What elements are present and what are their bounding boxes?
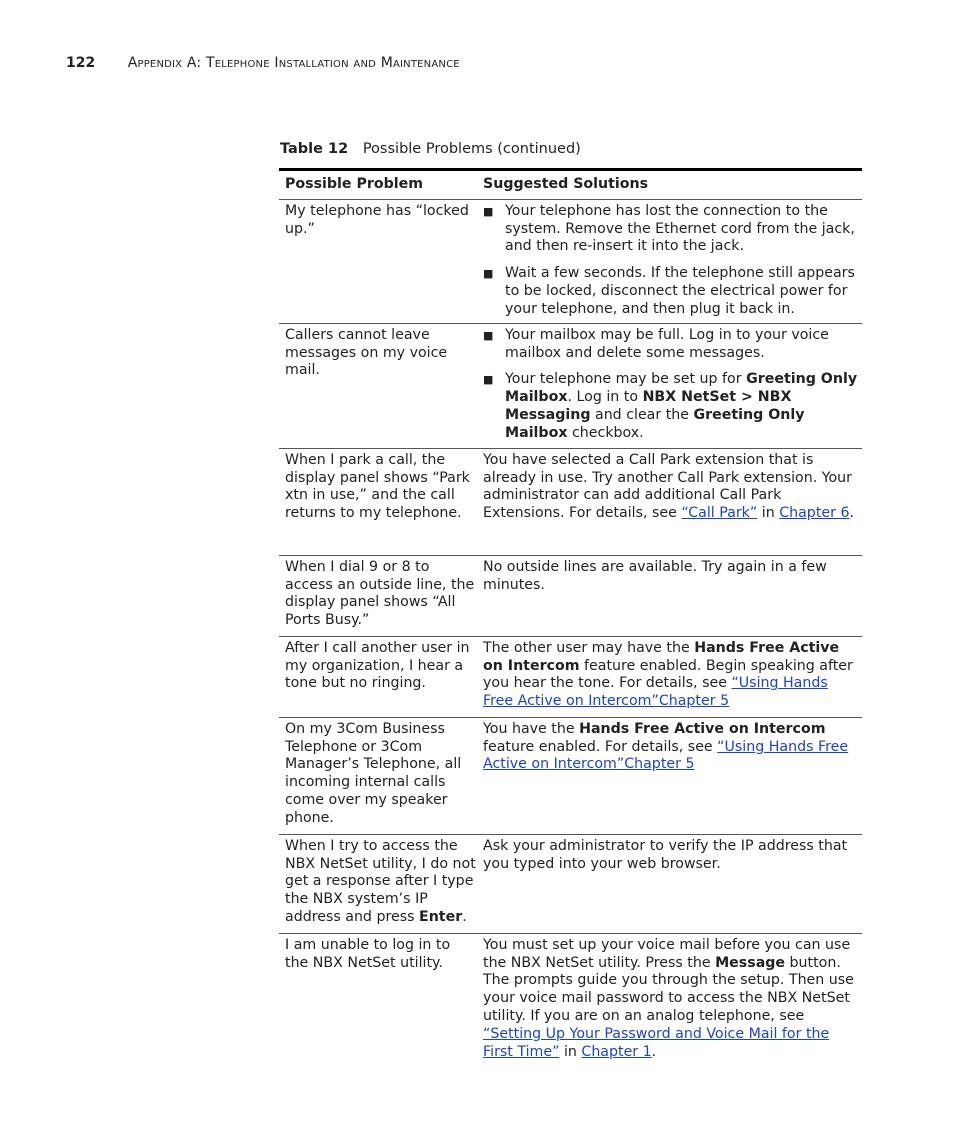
table-row (279, 718, 862, 835)
chapter-1-link[interactable]: Chapter 1 (581, 1043, 652, 1060)
column-header-problem: Possible Problem (285, 176, 424, 192)
bullet-item: ■ Your telephone has lost the connection to the system. Remove the Ethernet cord from the jack, and then re-insert it into the jack. (483, 202, 855, 255)
call-park-link[interactable]: “Call Park” (681, 505, 758, 522)
solution-cell: No outside lines are available. Try again in a few minutes. (483, 558, 827, 593)
table-caption (280, 141, 581, 159)
page-number: 122 (66, 55, 96, 71)
table-row (279, 556, 862, 637)
solution-cell: You have selected a Call Park extension that is already in use. Try another Call Park extension. Your administrator can add additional Call Park Extensions. For details, see “Call Park” in Chapter 6. (483, 451, 854, 522)
table-header-row (279, 171, 862, 200)
table-row (279, 324, 862, 449)
hands-free-intercom-link[interactable]: “Using Hands Free Active on Intercom”Chapter 5 (483, 738, 849, 773)
problem-cell: After I call another user in my organization, I hear a tone but no ringing. (285, 639, 470, 692)
table-caption-text: Possible Problems (continued) (362, 141, 581, 157)
problem-cell: When I try to access the NBX NetSet utility, I do not get a response after I type the NBX system’s IP address and press Enter. (285, 837, 476, 925)
square-bullet-icon: ■ (483, 373, 494, 387)
problem-cell: I am unable to log in to the NBX NetSet utility. (285, 936, 451, 971)
problem-cell: When I park a call, the display panel shows “Park xtn in use,” and the call returns to my telephone. (285, 451, 470, 522)
solution-cell (477, 326, 862, 448)
solution-cell: The other user may have the Hands Free Active on Intercom feature enabled. Begin speaking after you hear the tone. For details, see “Using Hands Free Active on Intercom”Chapter 5 (483, 639, 853, 710)
bullet-item: ■ Your telephone may be set up for Greeting Only Mailbox. Log in to NBX NetSet > NBX Messaging and clear the Greeting Only Mailbox checkbox. (483, 371, 858, 441)
table-row (279, 637, 862, 718)
solution-cell: You must set up your voice mail before you can use the NBX NetSet utility. Press the Message button. The prompts guide you through the setup. Then use your voice mail password to access the NBX NetSet utility. If you are on an analog telephone, see “Setting Up Your Password and Voice Mail for the First Time” in Chapter 1. (483, 936, 854, 1060)
problem-cell: When I dial 9 or 8 to access an outside line, the display panel shows “All Ports Busy.” (285, 558, 475, 629)
table-label: Table 12 (280, 141, 349, 157)
column-header-solutions: Suggested Solutions (483, 176, 649, 192)
square-bullet-icon: ■ (483, 204, 494, 218)
running-title: Appendix A: Telephone Installation and Maintenance (127, 55, 460, 71)
table-row (279, 934, 862, 1066)
bullet-item: ■ Wait a few seconds. If the telephone still appears to be locked, disconnect the electrical power for your telephone, and then plug it back in. (483, 265, 855, 317)
problems-table (279, 168, 862, 1066)
table-row (279, 200, 862, 324)
setting-up-password-link[interactable]: “Setting Up Your Password and Voice Mail for the First Time” (483, 1025, 830, 1060)
problem-cell: Callers cannot leave messages on my voice mail. (285, 326, 448, 379)
square-bullet-icon: ■ (483, 328, 494, 342)
problem-cell: My telephone has “locked up.” (285, 202, 469, 237)
solution-cell: Ask your administrator to verify the IP address that you typed into your web browser. (483, 837, 848, 872)
solution-cell: You have the Hands Free Active on Intercom feature enabled. For details, see “Using Hands Free Active on Intercom”Chapter 5 (483, 720, 849, 773)
solution-cell (477, 202, 862, 323)
page-header (66, 55, 460, 73)
hands-free-intercom-link[interactable]: “Using Hands Free Active on Intercom”Chapter 5 (483, 675, 828, 710)
table-row (279, 835, 862, 934)
chapter-6-link[interactable]: Chapter 6 (779, 505, 850, 522)
problem-cell: On my 3Com Business Telephone or 3Com Manager’s Telephone, all incoming internal calls come over my speaker phone. (285, 720, 462, 826)
bullet-item: ■ Your mailbox may be full. Log in to your voice mailbox and delete some messages. (483, 326, 829, 361)
table-row (279, 449, 862, 556)
square-bullet-icon: ■ (483, 267, 494, 281)
